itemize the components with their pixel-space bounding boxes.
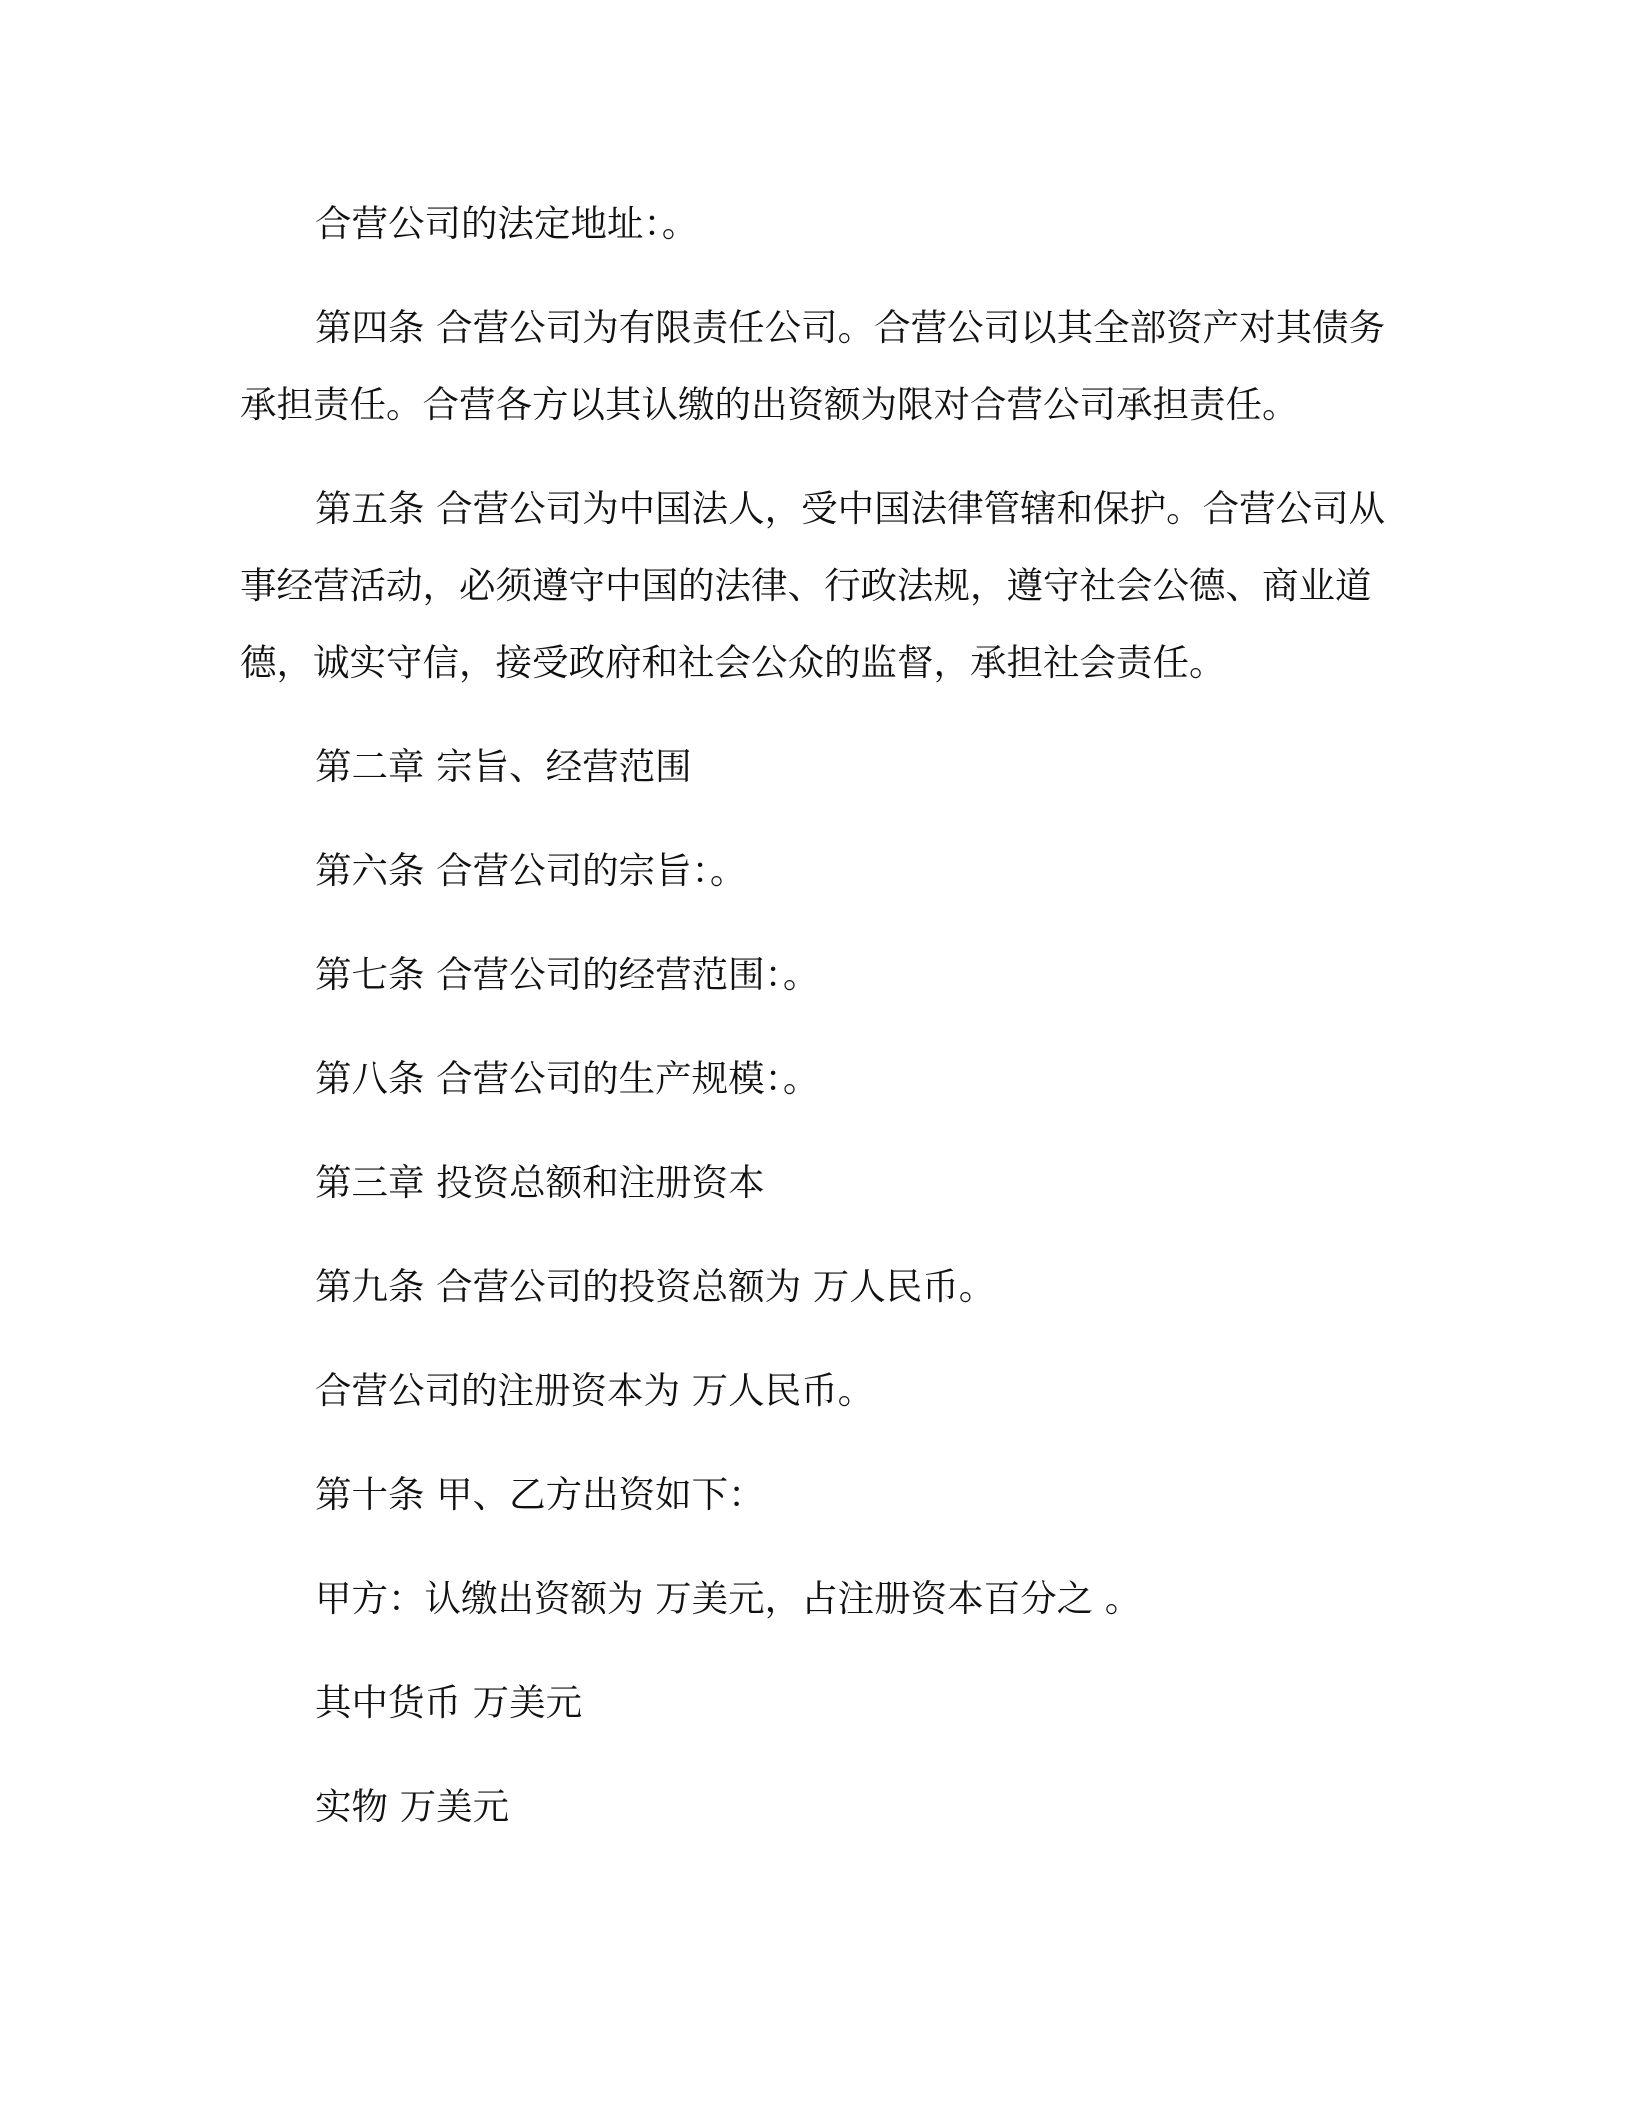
- paragraph-currency-portion: 其中货币 万美元: [315, 1681, 583, 1724]
- paragraph-article-8: 第八条 合营公司的生产规模：。: [315, 1057, 820, 1100]
- paragraph-article-9: 第九条 合营公司的投资总额为 万人民币。: [315, 1265, 996, 1308]
- chapter-2-heading: 第二章 宗旨、经营范围: [315, 745, 692, 788]
- paragraph-article-5: 第五条 合营公司为中国法人，受中国法律管辖和保护。合营公司从事经营活动，必须遵守中国的法律、行政法规，遵守社会公德、商业道德，诚实守信，接受政府和社会公众的监督，承担社会责任。: [240, 487, 1386, 684]
- paragraph-legal-address: 合营公司的法定地址：。: [315, 202, 699, 245]
- paragraph-article-4: 第四条 合营公司为有限责任公司。合营公司以其全部资产对其债务承担责任。合营各方以其认缴的出资额为限对合营公司承担责任。: [240, 306, 1386, 426]
- paragraph-registered-capital: 合营公司的注册资本为 万人民币。: [315, 1369, 875, 1412]
- document-body: [240, 185, 1395, 1872]
- paragraph-article-7: 第七条 合营公司的经营范围：。: [315, 953, 820, 996]
- paragraph-article-10: 第十条 甲、乙方出资如下：: [315, 1473, 765, 1516]
- paragraph-article-6: 第六条 合营公司的宗旨：。: [315, 849, 747, 892]
- paragraph-in-kind-portion: 实物 万美元: [315, 1785, 510, 1828]
- paragraph-party-a-contribution: 甲方：认缴出资额为 万美元，占注册资本百分之 。: [315, 1577, 1142, 1620]
- chapter-3-heading: 第三章 投资总额和注册资本: [315, 1161, 765, 1204]
